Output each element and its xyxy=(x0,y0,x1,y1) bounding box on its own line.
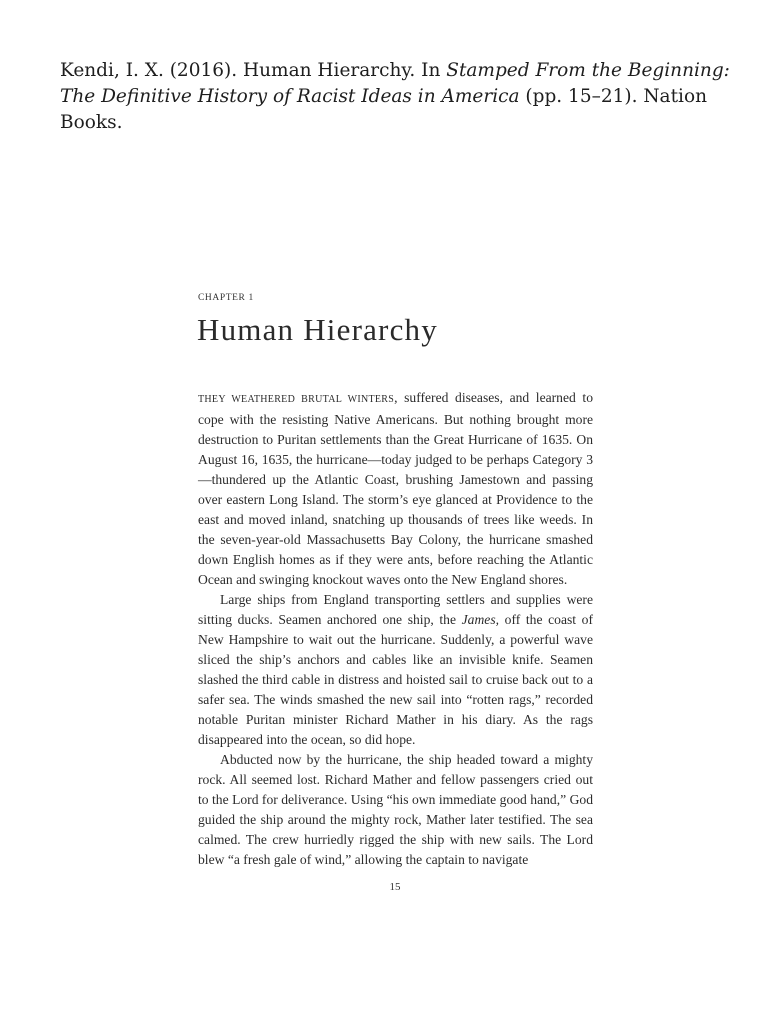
opening-smallcaps: THEY WEATHERED BRUTAL WINTERS xyxy=(198,394,395,405)
paragraph-3: Abducted now by the hurricane, the ship headed toward a mighty rock. All seemed lost. Richard Mather and fellow passengers cried out to the Lord for deliverance. Using “his own immediate good hand,” God guided the ship around the mighty rock, Mather later testified. The sea calmed. The crew hurriedly rigged the ship with new sails. The Lord blew “a fresh gale of wind,” allowing the captain to navigate xyxy=(198,752,593,867)
citation-book-title: Stamped From the Beginning: The Definitive History of Racist Ideas in America xyxy=(60,60,730,107)
paragraph-1-text: , suffered diseases, and learned to cope with the resisting Native Americans. But nothing brought more destruction to Puritan settlements than the Great Hurricane of 1635. On August 16, 1635, the hurricane—today judged to be perhaps Category 3—thundered up the Atlantic Coast, brushing Jamestown and passing over eastern Long Island. The storm’s eye glanced at Providence to the east and moved inland, snatching up thousands of trees like weeds. In the seven-year-old Massachusetts Bay Colony, the hurricane smashed down English homes as if they were ants, before reaching the Atlantic Ocean and swinging knockout waves onto the New England shores. xyxy=(198,390,593,587)
paragraph-2-before: Large ships from England transporting settlers and supplies were sitting ducks. Seamen anchored one ship, the xyxy=(198,592,593,627)
citation xyxy=(60,58,740,136)
citation-suffix: (pp. 15–21). Nation Books. xyxy=(60,86,707,133)
chapter-label: CHAPTER 1 xyxy=(198,293,254,303)
citation-prefix: Kendi, I. X. (2016). Human Hierarchy. In xyxy=(60,60,447,81)
ship-name: James, xyxy=(461,612,500,627)
paragraph-1 xyxy=(198,388,593,590)
paragraph-2-after: off the coast of New Hampshire to wait out the hurricane. Suddenly, a powerful wave sliced the ship’s anchors and cables like an invisible knife. Seamen slashed the third cable in distress and hoisted sail to cruise back out to a safer sea. The winds smashed the new sail into “rotten rags,” recorded notable Puritan minister Richard Mather in his diary. As the rags disappeared into the ocean, so did hope. xyxy=(198,612,593,747)
chapter-body xyxy=(198,388,593,870)
chapter-title: Human Hierarchy xyxy=(197,312,438,347)
page-number: 15 xyxy=(389,881,401,893)
paragraph-2 xyxy=(198,590,593,750)
